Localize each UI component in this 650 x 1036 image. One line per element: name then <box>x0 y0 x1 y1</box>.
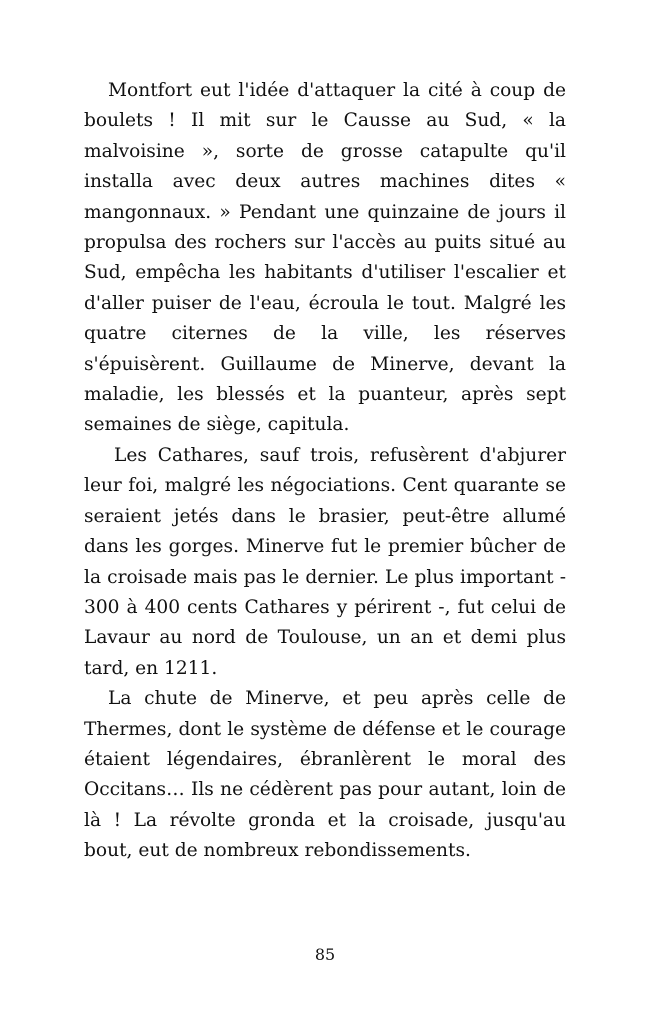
page-number: 85 <box>314 945 336 964</box>
paragraph-cathares: Les Cathares, sauf trois, refusèrent d'abjurer leur foi, malgré les négociations. Cent quarante se seraient jetés dans le brasier, peut-être allumé dans les gorges. Minerve fut le premier bûcher de la croisade mais pas le dernier. Le plus important - 300 à 400 cents Cathares y périrent -, fut celui de Lavaur au nord de Toulouse, un an et demi plus tard, en 1211. <box>84 444 566 679</box>
book-page-text <box>84 76 566 867</box>
paragraph-siege: Montfort eut l'idée d'attaquer la cité à coup de boulets ! Il mit sur le Causse au Sud, « la malvoisine », sorte de grosse catapulte qu'il installa avec deux autres machines dites « mangonnaux. » Pendant une quinzaine de jours il propulsa des rochers sur l'accès au puits situé au Sud, empêcha les habitants d'utiliser l'escalier et d'aller puiser de l'eau, écroula le tout. Malgré les quatre citernes de la ville, les réserves s'épuisèrent. Guillaume de Minerve, devant la maladie, les blessés et la puanteur, après sept semaines de siège, capitula. <box>84 80 566 436</box>
paragraph-minerve-fall: La chute de Minerve, et peu après celle de Thermes, dont le système de défense et le courage étaient légendaires, ébranlèrent le moral des Occitans… Ils ne cédèrent pas pour autant, loin de là ! La révolte gronda et la croisade, jusqu'au bout, eut de nombreux rebondissements. <box>84 688 566 862</box>
